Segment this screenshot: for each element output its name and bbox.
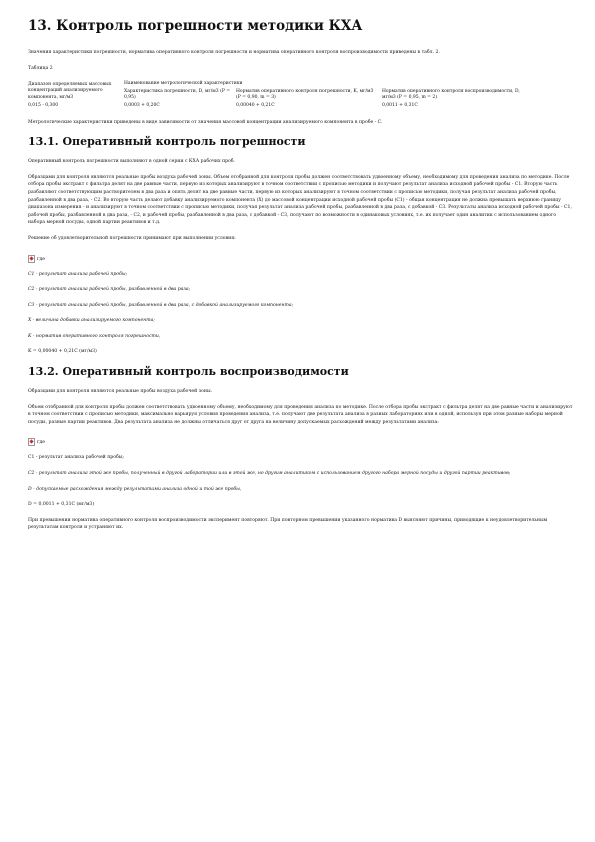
s2-def-d: D - допускаемые расхождения между результатами анализа одной и той же пробы, (28, 486, 242, 492)
table-row (28, 103, 528, 111)
table-caption: Таблица 2 (28, 65, 53, 71)
cell-v3: 0,0011 + 0,31C (382, 102, 418, 108)
section-heading-13-1: 13.1. Оперативный контроль погрешности (28, 135, 306, 149)
section-heading-13-2: 13.2. Оперативный контроль воспроизводимости (28, 365, 349, 379)
cell-v2: 0,00040 + 0,21C (236, 102, 275, 108)
s1-p1: Оперативный контроль погрешности выполняют в одной серии с КХА рабочих проб. (28, 159, 236, 165)
s1-where-label: где (37, 256, 45, 262)
s1-def-k: K - норматив оперативного контроля погрешности, (28, 333, 161, 339)
s2-p3: При превышении норматива оперативного контроля воспроизводимости эксперимент повторяют. При повторном превышении указанного норматива D выясняют причины, приводящие к неудовлетворительным результатам контроля и устраняют их. (28, 517, 548, 531)
s1-p3: Решение об удовлетворительной погрешности принимают при выполнении условия: (28, 235, 236, 241)
s1-formula: K = 0,00040 + 0,21C (мг/м3) (28, 349, 97, 355)
intro-paragraph: Значения характеристики погрешности, норматива оперативного контроля погрешности и норматива оперативного контроля воспроизводимости приведены в табл. 2. (28, 50, 440, 55)
cell-v1: 0,0003 + 0,20C (124, 102, 160, 108)
header-range: Диапазон определяемых массовых концентраций анализируемого компонента, мг/м3 (28, 81, 112, 100)
s2-def-c1: C1 - результат анализа рабочей пробы; (28, 455, 124, 461)
s2-def-c2: C2 - результат анализа этой же пробы, полученный в другой лаборатории или в этой же, но другим аналитиком с использованием другого набора мерной посуды и другой партии реактивов; (28, 471, 511, 477)
s2-p1: Образцами для контроля являются реальные пробы воздуха рабочей зоны. (28, 389, 213, 395)
s2-formula: D = 0,0011 + 0,31C (мг/м3) (28, 502, 95, 508)
s1-def-c2: C2 - результат анализа рабочей пробы, разбавленной в два раза; (28, 287, 191, 293)
s2-formula-image-row (28, 434, 573, 446)
cell-range: 0,015 - 0,300 (28, 102, 59, 108)
s1-formula-image-row (28, 251, 573, 263)
page-title: 13. Контроль погрешности методики КХА (28, 18, 363, 34)
document-page (28, 18, 573, 540)
s2-where-label: где (37, 440, 45, 446)
header-col2: Норматив оперативного контроля погрешности, K, мг/м3 (P = 0,90, m = 3) (236, 88, 374, 101)
s1-def-c3: C3 - результат анализа рабочей пробы, разбавленной в два раза, с добавкой анализируемого компонента; (28, 302, 294, 308)
header-group: Наименование метрологической характеристики (124, 81, 243, 87)
table-header-row-1 (28, 81, 528, 89)
broken-image-icon (28, 438, 35, 446)
s1-def-c1: C1 - результат анализа рабочей пробы; (28, 271, 128, 277)
s1-p2: Образцами для контроля являются реальные пробы воздуха рабочей зоны. Объем отобранной для контроля пробы должен соответствовать удвоенному объему, необходимому для проведения анализа по методике. После отбора пробы экстракт с фильтра делят на две равные части, первую из которых анализируют в точном соответствии с прописью методики и получают результат анализа исходной рабочей пробы - C1. Вторую часть разбавляют соответствующим растворителем в два раза и опять делят на две равные части, первую из которых анализируют в точном соответствии с прописью методики, получая результат анализа рабочей пробы, разбавленной в два раза, - C2. Во вторую часть делают добавку анализируемого компонента (X) до массовой концентрации исходной рабочей пробы (C1) - общая концентрация не должна превышать верхнюю границу диапазона измерения - и анализируют в точном соответствии с прописью методики, получая результат анализа рабочей пробы, разбавленной в два раза, с добавкой - C3. Результаты анализа исходной рабочей пробы - C1, рабочей пробы, разбавленной в два раза, - C2, и рабочей пробы, разбавленной в два раза, с добавкой - C3, получают по возможности в одинаковых условиях, т.е. их получает один аналитик с использованием одного набора мерной посуды, одной партии реактивов и т.д. (28, 174, 572, 226)
after-table-paragraph: Метрологические характеристики приведены в виде зависимости от значения массовой концентрации анализируемого компонента в пробе - C. (28, 119, 383, 125)
s1-def-x: X - величина добавки анализируемого компонента; (28, 318, 155, 324)
header-col3: Норматив оперативного контроля воспроизводимости, D, мг/м3 (P = 0,95, m = 2) (382, 88, 520, 101)
header-col1: Характеристика погрешности, D, мг/м3 (P = 0,95) (124, 88, 231, 101)
s2-p2: Объем отобранной для контроля пробы должен соответствовать удвоенному объему, необходимому для проведения анализа по методике. После отбора пробы экстракт с фильтра делят на две равные части и анализируют в точном соответствии с прописью методики, максимально варьируя условия проведения анализа, т.е. получают две результата анализа в разных лабораториях или в одной, используя при этом разные наборы мерной посуды, разные партии реактивов. Два результата анализа не должны отличаться друг от друга на величину допускаемых расхождений между результатами анализа: (28, 404, 573, 425)
broken-image-icon (28, 255, 35, 263)
metrology-table (28, 81, 528, 110)
